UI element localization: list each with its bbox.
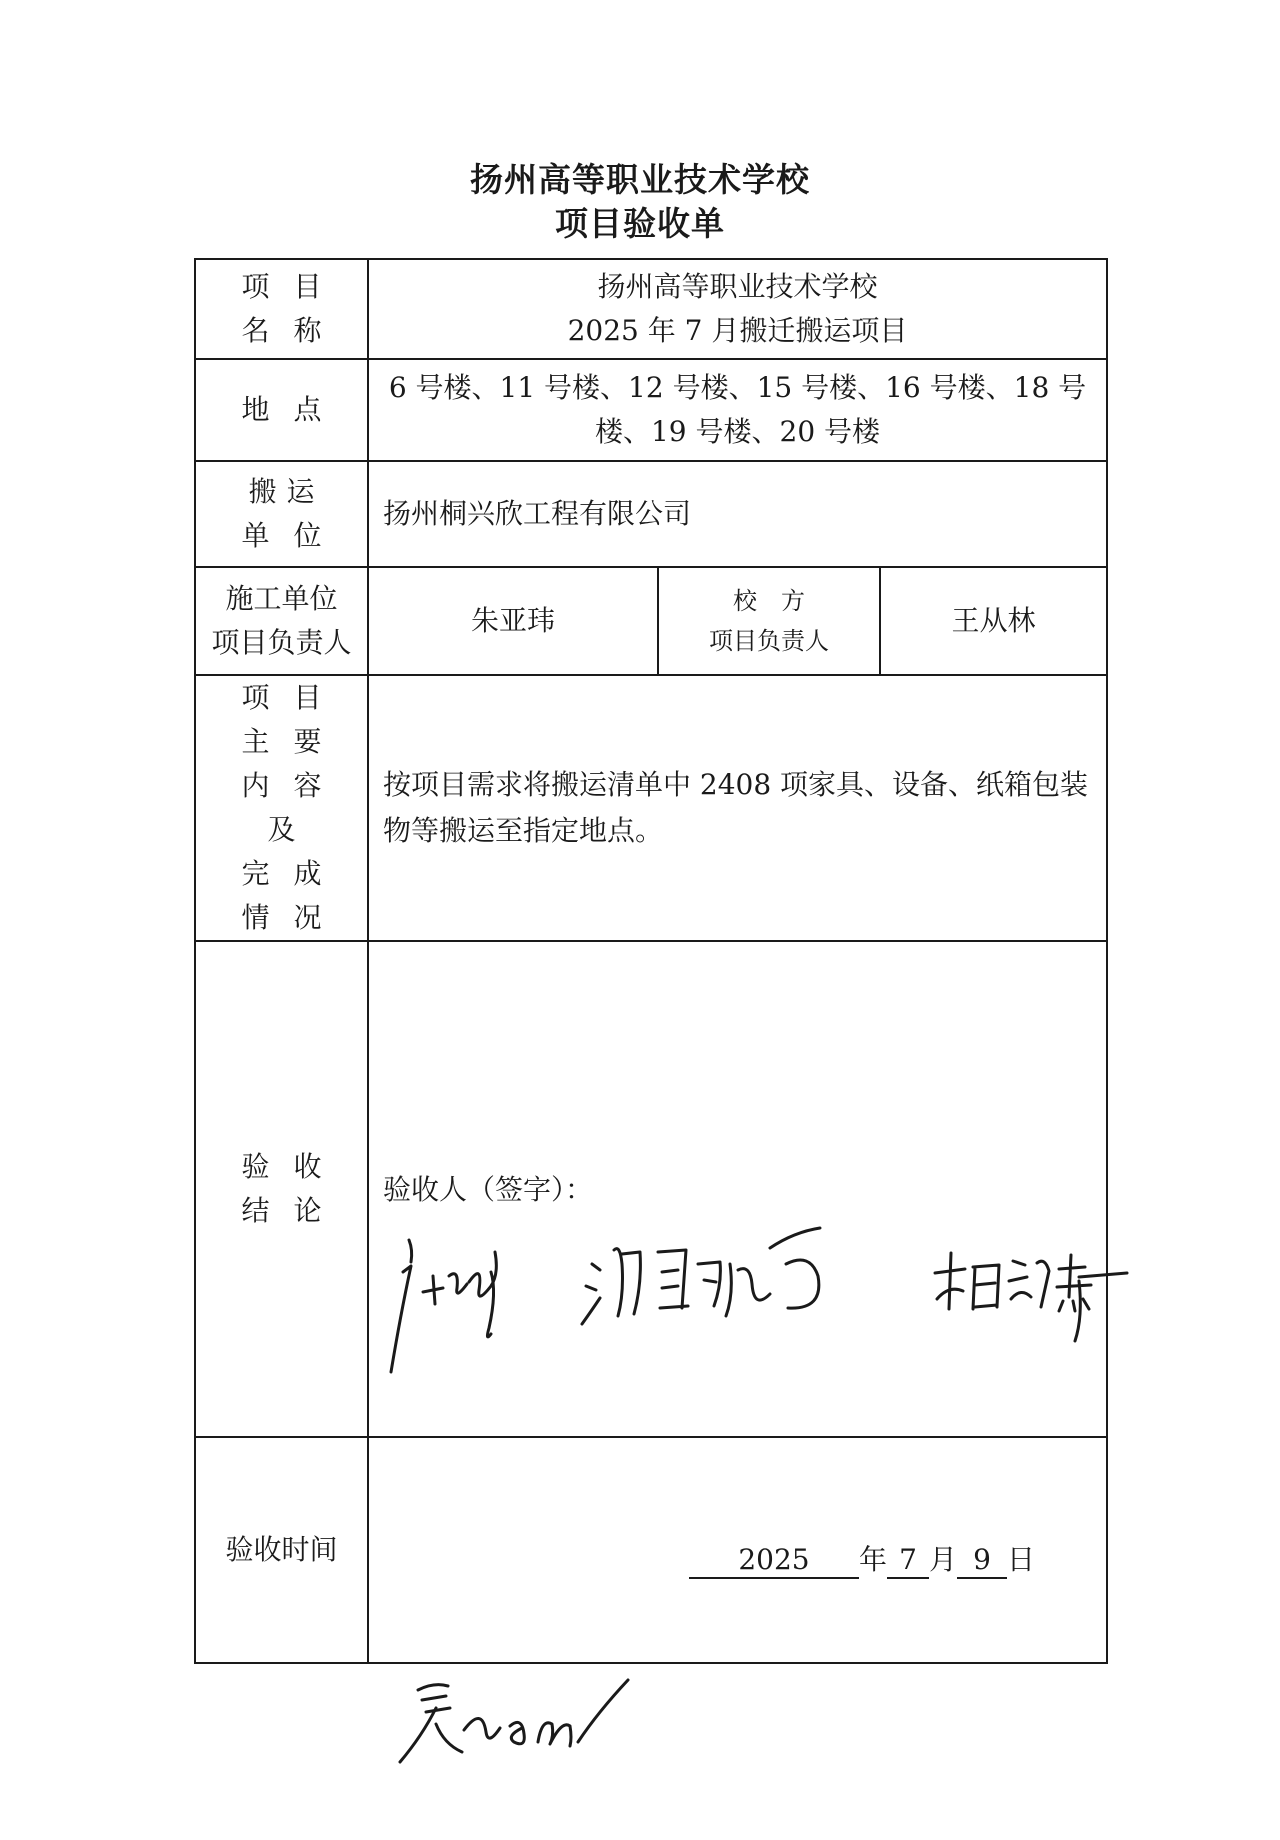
- acceptance-time-label: 验收时间: [195, 1437, 368, 1663]
- conclusion-cell: [368, 941, 1107, 1437]
- row-acceptance-time: [195, 1437, 1107, 1663]
- mover-label: 搬运 单位: [195, 461, 368, 567]
- contractor-manager-label: 施工单位 项目负责人: [195, 567, 368, 675]
- school-manager-name: 王从林: [880, 567, 1107, 675]
- location-label: 地点: [195, 359, 368, 461]
- row-managers: [195, 567, 1107, 675]
- signature-2-icon: [574, 1224, 854, 1344]
- row-location: [195, 359, 1107, 461]
- bottom-signature-icon: [392, 1672, 632, 1772]
- day-unit: 日: [1007, 1543, 1036, 1576]
- conclusion-label: 验收 结论: [195, 941, 368, 1437]
- row-content: [195, 675, 1107, 941]
- signer-label: 验收人（签字）：: [383, 1173, 594, 1206]
- school-manager-label: 校方 项目负责人: [658, 567, 880, 675]
- mover-value: 扬州桐兴欣工程有限公司: [368, 461, 1107, 567]
- row-mover: [195, 461, 1107, 567]
- contractor-manager-name: 朱亚玮: [368, 567, 658, 675]
- project-name-value: 扬州高等职业技术学校 2025 年 7 月搬迁搬运项目: [368, 259, 1107, 359]
- year-unit: 年: [859, 1543, 888, 1576]
- month-unit: 月: [929, 1543, 958, 1576]
- content-label: 项目 主要 内容 及 完成 情况: [195, 675, 368, 941]
- acceptance-date: [689, 1538, 1035, 1579]
- project-name-label: 项目 名称: [195, 259, 368, 359]
- content-value: 按项目需求将搬运清单中 2408 项家具、设备、纸箱包装物等搬运至指定地点。: [368, 675, 1107, 941]
- row-conclusion: [195, 941, 1107, 1437]
- acceptance-form-table: [194, 258, 1108, 1664]
- form-title: 项目验收单: [555, 204, 725, 243]
- signature-1-icon: [379, 1232, 529, 1382]
- row-project-name: [195, 259, 1107, 359]
- date-month: 7: [887, 1543, 929, 1579]
- acceptance-date-cell: [368, 1437, 1107, 1663]
- date-year: 2025: [689, 1543, 859, 1579]
- location-value: 6 号楼、11 号楼、12 号楼、15 号楼、16 号楼、18 号 楼、19 号楼、20 号楼: [368, 359, 1107, 461]
- school-title: 扬州高等职业技术学校: [470, 160, 810, 199]
- date-day: 9: [957, 1543, 1007, 1579]
- signature-3-icon: [929, 1237, 1129, 1347]
